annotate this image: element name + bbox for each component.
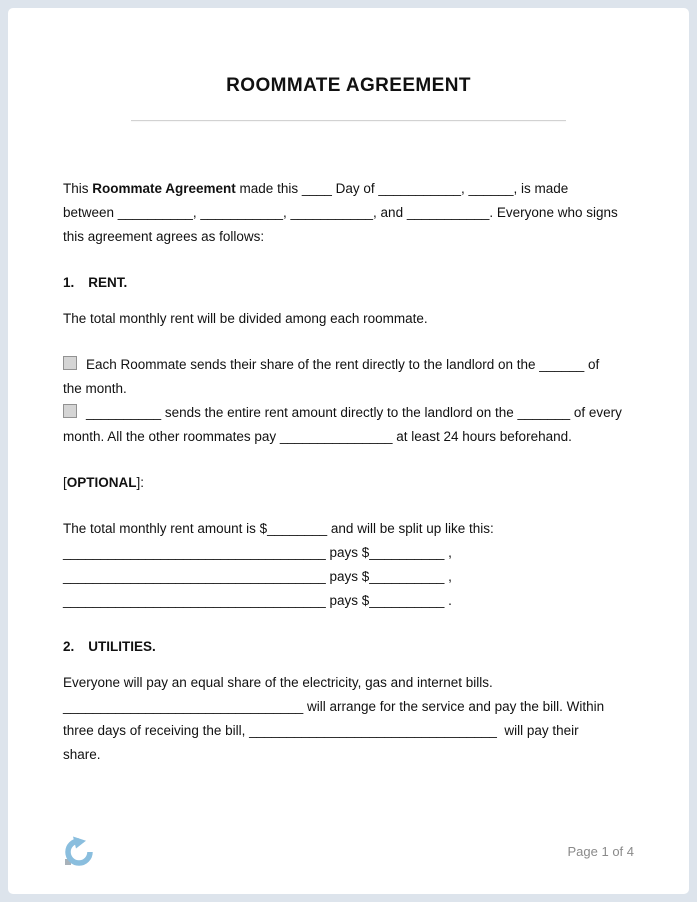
intro-paragraph xyxy=(63,177,634,249)
utilities-line-4: share. xyxy=(63,747,101,762)
rent-split-line-3: ___________________________________ pays $__________ . xyxy=(63,593,452,608)
rent-option-a-line-1 xyxy=(63,353,634,377)
section-number: 1. xyxy=(63,275,75,290)
option-b-checkbox[interactable] xyxy=(63,404,77,418)
intro-line-2: between __________, ___________, ___________, and ___________. Everyone who signs xyxy=(63,205,618,220)
intro-line-1 xyxy=(63,177,634,201)
rent-total-line: The total monthly rent amount is $________ and will be split up like this: xyxy=(63,521,494,536)
section-title-period: . xyxy=(123,275,128,290)
rent-split-block xyxy=(63,517,634,613)
rent-option-a-line-2: the month. xyxy=(63,381,127,396)
option-a-checkbox[interactable] xyxy=(63,356,77,370)
rent-option-a-text: Each Roommate sends their share of the rent directly to the landlord on the ______ of xyxy=(86,357,600,372)
rent-split-line-1: ___________________________________ pays $__________ , xyxy=(63,545,452,560)
intro-text-pre: This xyxy=(63,181,93,196)
optional-bracket-open: [ xyxy=(63,475,67,490)
rent-option-b-text: __________ sends the entire rent amount directly to the landlord on the _______ of every xyxy=(86,405,622,420)
document-title: ROOMMATE AGREEMENT xyxy=(226,75,471,96)
optional-bracket-close: ]: xyxy=(136,475,145,490)
rent-option-b-line-2: month. All the other roommates pay _______________ at least 24 hours beforehand. xyxy=(63,429,572,444)
section-number: 2. xyxy=(63,639,75,654)
utilities-line-2: ________________________________ will arrange for the service and pay the bill. Within xyxy=(63,699,605,714)
intro-line-3: this agreement agrees as follows: xyxy=(63,229,265,244)
utilities-line-1: Everyone will pay an equal share of the electricity, gas and internet bills. xyxy=(63,675,493,690)
section-title: UTILITIES xyxy=(88,639,153,654)
document-content xyxy=(63,8,634,894)
section-heading-rent xyxy=(63,271,634,295)
intro-agreement-name: Roommate Agreement xyxy=(92,181,236,196)
intro-text-post: made this ____ Day of ___________, ______, is made xyxy=(235,181,569,196)
title-divider xyxy=(131,120,566,121)
optional-label xyxy=(63,471,634,495)
rent-lead-text: The total monthly rent will be divided among each roommate. xyxy=(63,311,428,326)
utilities-paragraph xyxy=(63,671,634,767)
circular-arrow-logo-icon xyxy=(63,836,95,868)
document-page xyxy=(8,8,689,894)
section-heading-utilities xyxy=(63,635,634,659)
rent-options xyxy=(63,353,634,449)
optional-word: OPTIONAL xyxy=(66,475,137,490)
rent-option-b-line-1 xyxy=(63,401,634,425)
section-title-period: . xyxy=(152,639,156,654)
page-indicator: Page 1 of 4 xyxy=(567,844,634,859)
utilities-line-3: three days of receiving the bill, _________________________________ will pay their xyxy=(63,723,579,738)
rent-split-line-2: ___________________________________ pays $__________ , xyxy=(63,569,452,584)
section-title: RENT xyxy=(88,275,124,290)
